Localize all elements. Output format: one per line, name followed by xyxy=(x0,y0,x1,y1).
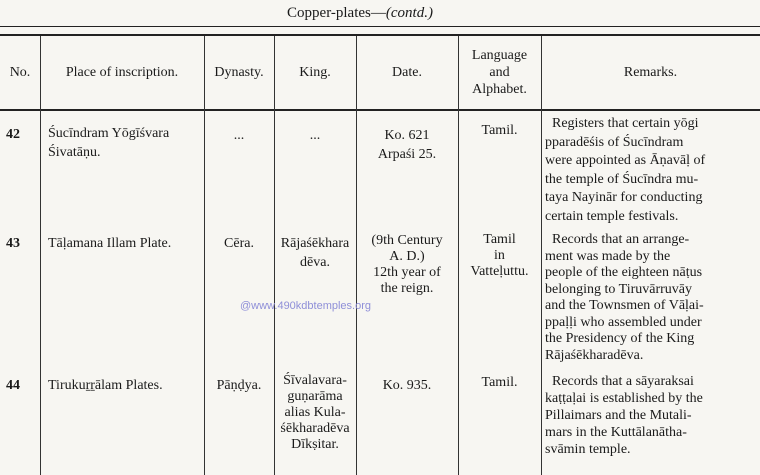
row-language: Tamil. xyxy=(481,123,518,138)
header-dynasty: Dynasty. xyxy=(214,65,264,80)
row-place: Tāḷamana Illam Plate. xyxy=(48,236,172,251)
row-king: ... xyxy=(309,128,321,143)
rule-top-thin xyxy=(0,26,760,27)
row-dynasty: Pāṇḍya. xyxy=(216,378,262,393)
caption-main: Copper-plates— xyxy=(287,5,386,21)
row-remarks: Registers that certain yōgi pparadēśis of Śucīndram were appointed as Āṇavāḷ of the temple of Śucīndra mu- taya Nayinār for conducting certain temple festivals. xyxy=(545,116,706,224)
row-date: Ko. 935. xyxy=(382,378,432,393)
row-place: Śucīndram Yōgīśvara Śivatāṇu. xyxy=(48,126,170,160)
row-no: 43 xyxy=(6,236,20,251)
row-king: Śīvalavara- guṇarāma alias Kula- śēkharadēva Dīkṣitar. xyxy=(280,373,350,452)
header-date: Date. xyxy=(392,65,422,80)
row-date: Ko. 621 Arpaśi 25. xyxy=(377,128,437,162)
header-language: Language and Alphabet. xyxy=(471,48,528,97)
page-caption xyxy=(0,5,720,22)
row-remarks: Records that a sāyaraksai kaṭṭaḷai is established by the Pillaimars and the Mutali- mars in the Kuttālanātha- svāmin temple. xyxy=(545,374,703,457)
row-no: 44 xyxy=(6,378,20,393)
header-king: King. xyxy=(299,65,331,80)
row-language: Tamil. xyxy=(481,375,518,390)
row-language: Tamil in Vatteḷuttu. xyxy=(470,232,529,279)
row-date: (9th Century A. D.) 12th year of the reign. xyxy=(371,233,443,296)
row-no: 42 xyxy=(6,127,20,142)
watermark: @www.490kdbtemples.org xyxy=(240,300,372,312)
row-dynasty: Cēra. xyxy=(224,236,254,251)
row-dynasty: ... xyxy=(233,128,245,143)
header-remarks: Remarks. xyxy=(623,65,678,80)
header-no: No. xyxy=(9,65,31,80)
row-king: Rājaśēkhara dēva. xyxy=(280,236,350,270)
row-place: Tirukuṟṟālam Plates. xyxy=(48,378,163,393)
header-place: Place of inscription. xyxy=(65,65,179,80)
rule-header-bottom xyxy=(0,109,760,111)
caption-italic: (contd.) xyxy=(385,5,433,21)
row-remarks: Records that an arrange- ment was made by the people of the eighteen nāṭus belonging to Tiruvārruvāy and the Townsmen of Vāḷai- ppaḷḷi who assembled under the Presidency of the King Rājaśēkharadēva. xyxy=(545,232,704,363)
